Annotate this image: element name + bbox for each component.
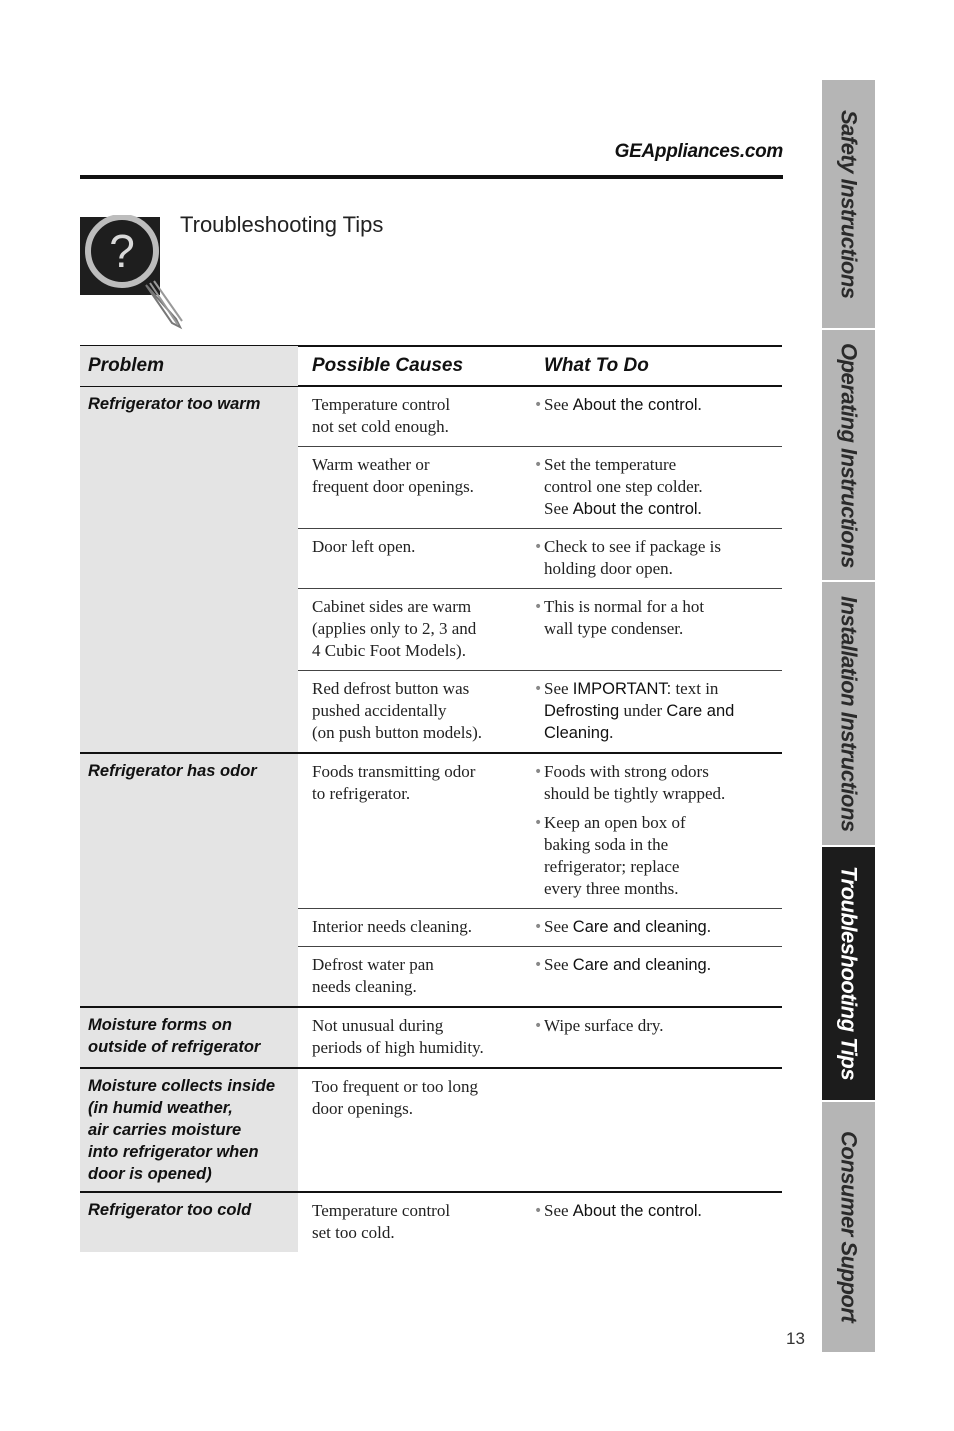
- table-row: [298, 446, 782, 528]
- cause-list: [298, 387, 782, 752]
- cause-list: [298, 754, 782, 1006]
- table-row: [298, 908, 782, 946]
- section-reference: About the control: [572, 396, 698, 414]
- possible-cause: Defrost water pan needs cleaning.: [312, 955, 434, 996]
- bullet-icon: •: [534, 957, 543, 973]
- todo-item: [532, 761, 778, 805]
- problem-group: [80, 1008, 782, 1069]
- problem-group: [80, 754, 782, 1008]
- todo-text-segment: .: [697, 499, 702, 518]
- header-possible-causes: Possible Causes: [312, 355, 464, 376]
- bullet-icon: •: [534, 599, 543, 615]
- todo-text-segment: See: [544, 955, 573, 974]
- possible-cause: Door left open.: [312, 537, 416, 556]
- possible-cause: Too frequent or too long door openings.: [312, 1077, 478, 1118]
- question-mark-magnifier-icon: [80, 215, 185, 333]
- todo-text-segment: under: [619, 701, 667, 720]
- what-to-do: [530, 1200, 782, 1244]
- cause-list: [298, 1069, 782, 1191]
- what-to-do: [530, 678, 782, 744]
- tab-consumer-support[interactable]: [822, 1102, 875, 1352]
- possible-cause: Temperature control not set cold enough.: [312, 395, 451, 436]
- what-to-do: [530, 761, 782, 900]
- what-to-do: [530, 1076, 782, 1120]
- todo-item: [532, 596, 778, 640]
- possible-cause: Red defrost button was pushed accidentally (on push button models).: [312, 679, 482, 742]
- todo-item: [532, 678, 778, 744]
- svg-text:?: ?: [109, 225, 135, 277]
- bullet-icon: •: [534, 397, 543, 413]
- todo-text-segment: Foods with strong odors should be tightly wrapped.: [544, 762, 726, 803]
- todo-text: [544, 455, 703, 518]
- bullet-icon: •: [534, 1203, 543, 1219]
- troubleshooting-table: [80, 345, 782, 1252]
- todo-text: [544, 917, 711, 936]
- page-title: Troubleshooting Tips: [180, 212, 384, 237]
- what-to-do: [530, 954, 782, 998]
- problem-group: [80, 1069, 782, 1193]
- tab-safety-instructions[interactable]: [822, 80, 875, 328]
- todo-text-segment: See: [544, 395, 573, 414]
- tab-label: Operating Instructions: [836, 342, 862, 568]
- site-url: GEAppliances.com: [614, 141, 783, 162]
- todo-text-segment: Keep an open box of baking soda in the refrigerator; replace every three months.: [544, 813, 686, 898]
- todo-text-segment: .: [609, 723, 614, 742]
- todo-text-segment: .: [706, 917, 711, 936]
- header-problem: Problem: [80, 346, 298, 386]
- problem-group: [80, 387, 782, 754]
- todo-text-segment: See: [544, 679, 573, 698]
- problem-label: Moisture collects inside (in humid weather, air carries moisture into refrigerator when door is opened): [80, 1069, 298, 1191]
- tab-installation-instructions[interactable]: [822, 582, 875, 845]
- bullet-icon: •: [534, 764, 543, 780]
- problem-label: Refrigerator too cold: [80, 1193, 298, 1252]
- tab-label: Safety Instructions: [836, 109, 862, 299]
- tab-label: Consumer Support: [836, 1131, 862, 1323]
- section-reference: About the control: [572, 500, 698, 518]
- what-to-do: [530, 536, 782, 580]
- todo-text: [544, 537, 721, 578]
- todo-text-segment: See: [544, 917, 573, 936]
- section-reference: Care and cleaning: [572, 956, 707, 974]
- bullet-icon: •: [534, 1018, 543, 1034]
- todo-item: [532, 1200, 778, 1222]
- cause-list: [298, 1193, 782, 1252]
- todo-text-segment: .: [706, 955, 711, 974]
- todo-text-segment: Wipe surface dry.: [544, 1016, 664, 1035]
- header-rule: [80, 175, 783, 179]
- todo-text: [544, 762, 725, 803]
- possible-cause: Not unusual during periods of high humidity.: [312, 1016, 484, 1057]
- table-row: [298, 1193, 782, 1252]
- todo-item: [532, 536, 778, 580]
- bullet-icon: •: [534, 457, 543, 473]
- tab-label: Troubleshooting Tips: [836, 866, 862, 1081]
- table-body: [80, 387, 782, 1252]
- problem-label: Moisture forms on outside of refrigerator: [80, 1008, 298, 1067]
- todo-item: [532, 1015, 778, 1037]
- todo-text: [544, 597, 704, 638]
- what-to-do: [530, 454, 782, 520]
- possible-cause: Foods transmitting odor to refrigerator.: [312, 762, 476, 803]
- todo-text: [544, 955, 711, 974]
- page-number: 13: [786, 1329, 805, 1348]
- todo-text-segment: See: [544, 1201, 573, 1220]
- tab-label: Installation Instructions: [836, 595, 862, 832]
- todo-text-segment: .: [697, 395, 702, 414]
- todo-item: [532, 454, 778, 520]
- bullet-icon: •: [534, 919, 543, 935]
- problem-label: Refrigerator too warm: [80, 387, 298, 752]
- table-row: [298, 1069, 782, 1128]
- possible-cause: Cabinet sides are warm (applies only to 2, 3 and 4 Cubic Foot Models).: [312, 597, 477, 660]
- section-reference: Care and cleaning: [572, 918, 707, 936]
- todo-text: [544, 813, 686, 898]
- todo-text: [544, 1016, 664, 1035]
- section-reference: About the control: [572, 1202, 698, 1220]
- bullet-icon: •: [534, 681, 543, 697]
- table-row: [298, 670, 782, 752]
- tab-operating-instructions[interactable]: [822, 330, 875, 580]
- todo-text-segment: .: [697, 1201, 702, 1220]
- section-reference: IMPORTANT:: [572, 680, 672, 698]
- what-to-do: [530, 1015, 782, 1059]
- bullet-icon: •: [534, 815, 543, 831]
- table-row: [298, 946, 782, 1006]
- todo-text: [544, 1201, 702, 1220]
- header-what-to-do: What To Do: [544, 355, 649, 376]
- bullet-icon: •: [534, 539, 543, 555]
- todo-item: [532, 954, 778, 976]
- todo-text: [544, 395, 702, 414]
- tab-troubleshooting-tips[interactable]: [822, 847, 875, 1100]
- what-to-do: [530, 394, 782, 438]
- possible-cause: Warm weather or frequent door openings.: [312, 455, 474, 496]
- todo-text-segment: Check to see if package is holding door open.: [544, 537, 722, 578]
- table-row: [298, 387, 782, 446]
- section-reference: Defrosting: [544, 702, 620, 720]
- problem-group: [80, 1193, 782, 1252]
- possible-cause: Interior needs cleaning.: [312, 917, 473, 936]
- todo-item: [532, 394, 778, 416]
- table-header: [80, 345, 782, 387]
- todo-text-segment: text in: [675, 679, 719, 698]
- what-to-do: [530, 916, 782, 938]
- todo-text: [544, 679, 734, 742]
- problem-label: Refrigerator has odor: [80, 754, 298, 1006]
- todo-text-segment: This is normal for a hot wall type condenser.: [544, 597, 705, 638]
- todo-item: [532, 812, 778, 900]
- table-row: [298, 1008, 782, 1067]
- what-to-do: [530, 596, 782, 662]
- cause-list: [298, 1008, 782, 1067]
- todo-text-segment: Set the temperature control one step colder. See: [544, 455, 703, 518]
- table-row: [298, 528, 782, 588]
- section-reference: Care and Cleaning: [544, 702, 735, 742]
- possible-cause: Temperature control set too cold.: [312, 1201, 451, 1242]
- side-tabs: [822, 80, 875, 1352]
- table-row: [298, 754, 782, 908]
- todo-item: [532, 916, 778, 938]
- table-row: [298, 588, 782, 670]
